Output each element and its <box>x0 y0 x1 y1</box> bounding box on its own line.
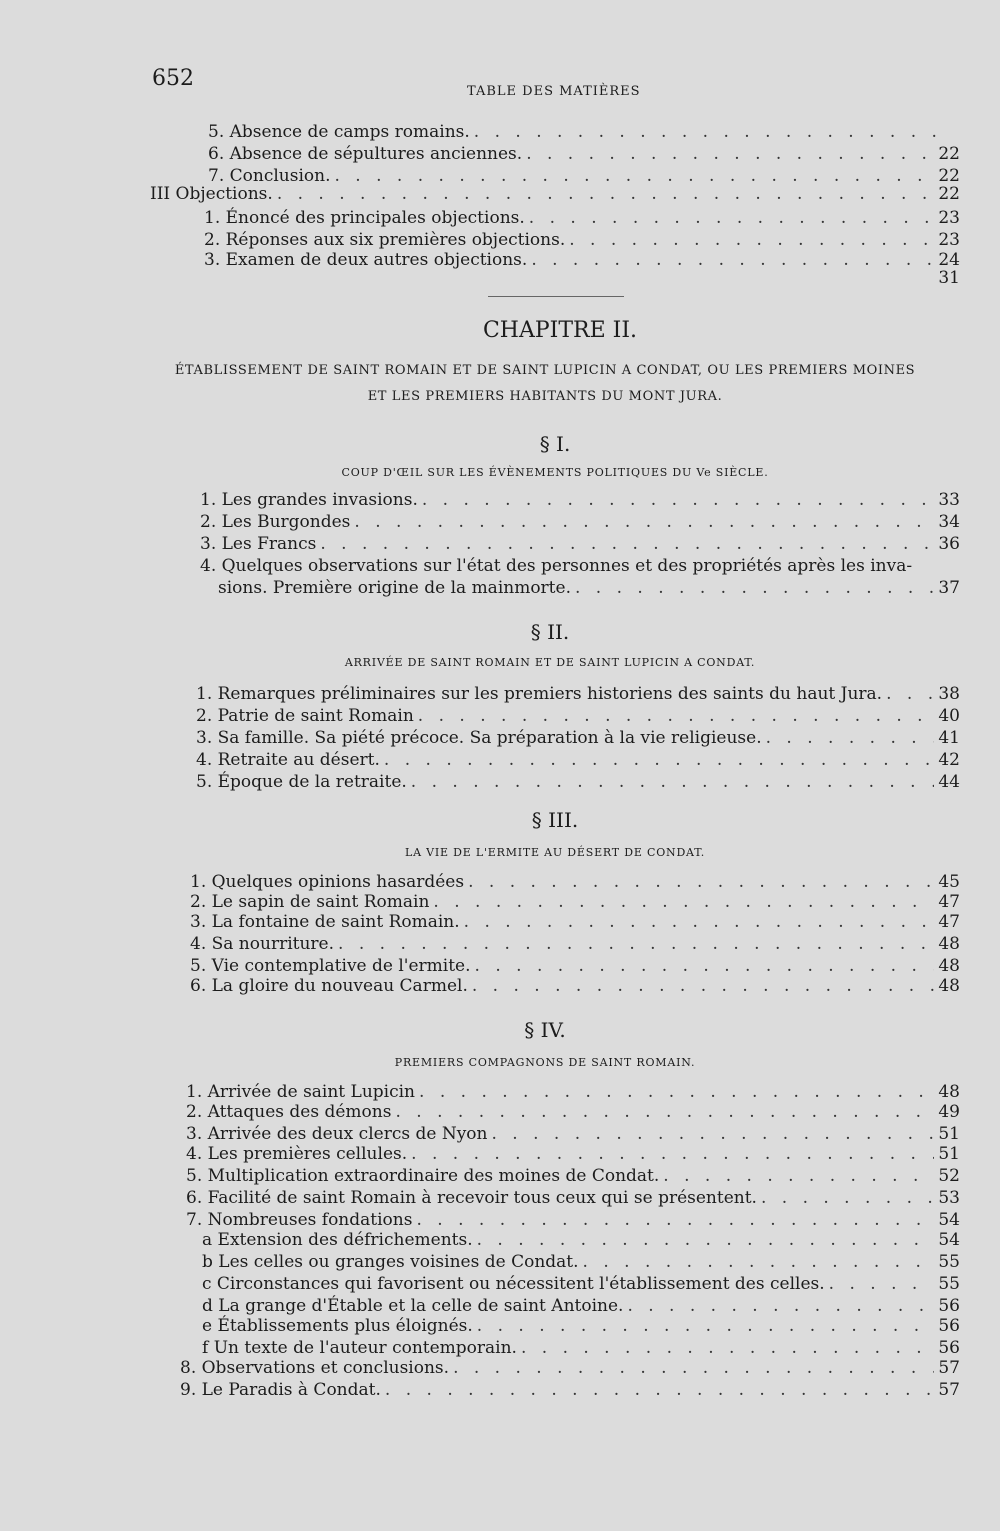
toc-entry: 2. Le sapin de saint Romain . . . 47 <box>190 892 960 912</box>
toc-entry: 8. Observations et conclusions. . . . 57 <box>180 1358 960 1378</box>
toc-entry: 6. Absence de sépultures anciennes. . . . 22 <box>208 144 960 164</box>
section-title: PREMIERS COMPAGNONS DE SAINT ROMAIN. <box>394 1056 696 1069</box>
toc-entry: b Les celles ou granges voisines de Condat. . . . 55 <box>202 1252 960 1272</box>
toc-entry: 5. Époque de la retraite. . . . 44 <box>196 772 960 792</box>
section-mark: § I. <box>539 432 571 456</box>
toc-entry: 5. Multiplication extraordinaire des moines de Condat. . . . 52 <box>186 1166 960 1186</box>
section-title: COUP D'ŒIL SUR LES ÉVÈNEMENTS POLITIQUES DU Ve SIÈCLE. <box>341 466 769 479</box>
toc-entry: 4. Les premières cellules. . . . 51 <box>186 1144 960 1164</box>
toc-entry: 2. Réponses aux six premières objections. . . . 23 <box>204 230 960 250</box>
toc-entry: a Extension des défrichements. . . . 54 <box>202 1230 960 1250</box>
toc-entry: 7. Conclusion. . . . 22 <box>208 166 960 186</box>
toc-entry: 1. Les grandes invasions. . . . 33 <box>200 490 960 510</box>
separator-rule <box>488 296 624 297</box>
section-mark: § II. <box>530 620 570 644</box>
toc-entry: 1. Énoncé des principales objections. . . . 23 <box>204 208 960 228</box>
section-mark: § III. <box>531 808 579 832</box>
toc-entry: d La grange d'Étable et la celle de saint Antoine. . . . 56 <box>202 1296 960 1316</box>
toc-entry: 5. Absence de camps romains. . . . <box>208 122 960 142</box>
toc-entry: c Circonstances qui favorisent ou nécessitent l'établissement des celles. . . . 55 <box>202 1274 960 1294</box>
toc-entry: 5. Vie contemplative de l'ermite. . . . 48 <box>190 956 960 976</box>
section-title: ARRIVÉE DE SAINT ROMAIN ET DE SAINT LUPICIN A CONDAT. <box>344 656 756 669</box>
toc-entry-line1: 4. Quelques observations sur l'état des personnes et des propriétés après les inva- <box>200 556 913 576</box>
toc-entry: 9. Le Paradis à Condat. . . . 57 <box>180 1380 960 1400</box>
section-mark: § IV. <box>524 1018 566 1042</box>
chapter-title: CHAPITRE II. <box>482 318 638 343</box>
toc-entry: 3. Les Francs . . . 36 <box>200 534 960 554</box>
toc-entry: e Établissements plus éloignés. . . . 56 <box>202 1316 960 1336</box>
running-title: TABLE DES MATIÈRES <box>467 84 641 99</box>
chapter-subtitle: ÉTABLISSEMENT DE SAINT ROMAIN ET DE SAINT LUPICIN A CONDAT, OU LES PREMIERS MOINES <box>174 363 916 378</box>
toc-entry: 3. Sa famille. Sa piété précoce. Sa préparation à la vie religieuse. . . . 41 <box>196 728 960 748</box>
toc-entry: 31 <box>938 268 960 288</box>
toc-entry: 4. Sa nourriture. . . . 48 <box>190 934 960 954</box>
toc-entry: III Objections. . . . 22 <box>150 184 960 204</box>
page-number: 652 <box>152 66 194 91</box>
toc-entry: 2. Patrie de saint Romain . . . 40 <box>196 706 960 726</box>
toc-entry: sions. Première origine de la mainmorte. . . . 37 <box>218 578 960 598</box>
toc-entry: 1. Remarques préliminaires sur les premiers historiens des saints du haut Jura. . . . 38 <box>196 684 960 704</box>
toc-entry: 4. Retraite au désert. . . . 42 <box>196 750 960 770</box>
toc-entry: 6. Facilité de saint Romain à recevoir tous ceux qui se présentent. . . . 53 <box>186 1188 960 1208</box>
toc-entry: 1. Quelques opinions hasardées . . . 45 <box>190 872 960 892</box>
toc-entry: 3. Examen de deux autres objections. . . . 24 <box>204 250 960 270</box>
toc-entry: 7. Nombreuses fondations . . . 54 <box>186 1210 960 1230</box>
toc-entry: 3. Arrivée des deux clercs de Nyon . . . 51 <box>186 1124 960 1144</box>
section-title: LA VIE DE L'ERMITE AU DÉSERT DE CONDAT. <box>404 846 706 859</box>
toc-entry: f Un texte de l'auteur contemporain. . . . 56 <box>202 1338 960 1358</box>
toc-entry: 6. La gloire du nouveau Carmel. . . . 48 <box>190 976 960 996</box>
chapter-subtitle: ET LES PREMIERS HABITANTS DU MONT JURA. <box>367 389 723 404</box>
toc-entry: 3. La fontaine de saint Romain. . . . 47 <box>190 912 960 932</box>
toc-entry: 1. Arrivée de saint Lupicin . . . 48 <box>186 1082 960 1102</box>
toc-entry: 2. Attaques des démons . . . 49 <box>186 1102 960 1122</box>
toc-entry: 2. Les Burgondes . . . 34 <box>200 512 960 532</box>
